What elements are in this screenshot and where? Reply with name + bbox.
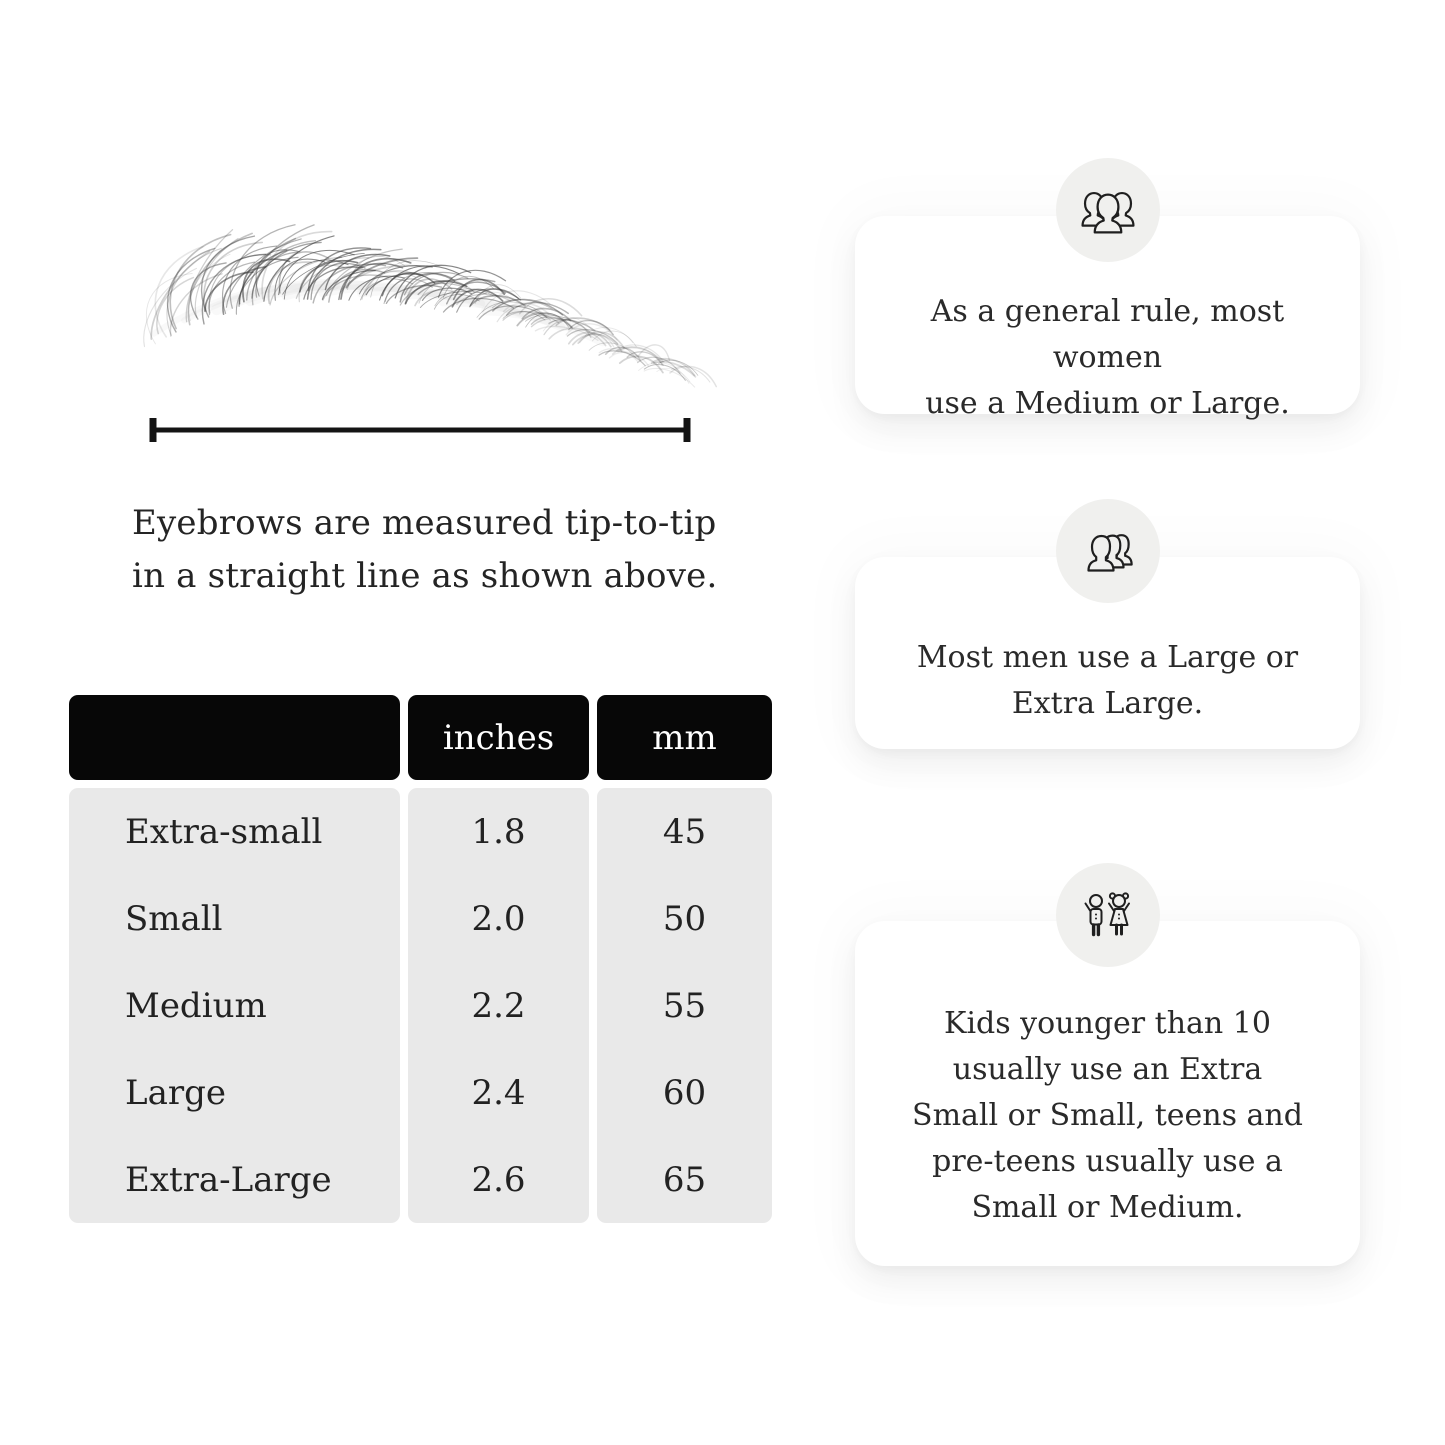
inches-value: 2.2 (471, 985, 526, 1026)
measurement-line (146, 416, 694, 444)
mm-value: 55 (662, 985, 707, 1026)
icon-badge (1056, 158, 1160, 262)
inches-value: 2.0 (471, 898, 526, 939)
inches-value: 2.4 (471, 1072, 526, 1113)
card-text-line: As a general rule, most women (930, 294, 1285, 375)
size-table (69, 695, 772, 1223)
children-icon (1076, 888, 1140, 942)
card-text-line: Small or Medium. (971, 1190, 1244, 1225)
measurement-caption (132, 497, 717, 603)
info-card-women (855, 216, 1360, 421)
size-label: Extra-small (125, 811, 323, 852)
header-cell-blank (69, 695, 400, 780)
size-label: Large (125, 1072, 226, 1113)
size-table-inches-column (408, 788, 589, 1223)
men-group-icon (1076, 524, 1140, 578)
inches-value: 2.6 (471, 1159, 526, 1200)
icon-badge (1056, 499, 1160, 603)
mm-value: 65 (662, 1159, 707, 1200)
size-table-header-row (69, 695, 772, 780)
card-text-line: usually use an Extra (952, 1052, 1263, 1087)
card-text-line: Kids younger than 10 (944, 1006, 1271, 1041)
icon-badge (1056, 863, 1160, 967)
size-label: Extra-Large (125, 1159, 332, 1200)
header-cell-mm: mm (597, 695, 772, 780)
size-table-label-column (69, 788, 400, 1223)
card-text (875, 1001, 1340, 1231)
mm-value: 50 (662, 898, 707, 939)
eyebrow-illustration (116, 240, 698, 392)
size-table-mm-column (597, 788, 772, 1223)
info-card-men (855, 557, 1360, 749)
card-text (875, 289, 1340, 427)
size-label: Small (125, 898, 223, 939)
card-text-line: Most men use a Large or (916, 640, 1299, 675)
caption-line-2: in a straight line as shown above. (132, 556, 718, 596)
mm-value: 45 (662, 811, 707, 852)
card-text-line: pre-teens usually use a (932, 1144, 1283, 1179)
mm-value: 60 (662, 1072, 707, 1113)
card-text-line: use a Medium or Large. (925, 386, 1290, 421)
header-cell-inches: inches (408, 695, 589, 780)
card-text-line: Extra Large. (1011, 686, 1204, 721)
women-group-icon (1076, 183, 1140, 237)
card-text (875, 635, 1340, 727)
size-label: Medium (125, 985, 267, 1026)
card-text-line: Small or Small, teens and (912, 1098, 1303, 1133)
inches-value: 1.8 (471, 811, 526, 852)
info-card-kids (855, 921, 1360, 1266)
caption-line-1: Eyebrows are measured tip-to-tip (132, 503, 717, 543)
size-table-body (69, 788, 772, 1223)
